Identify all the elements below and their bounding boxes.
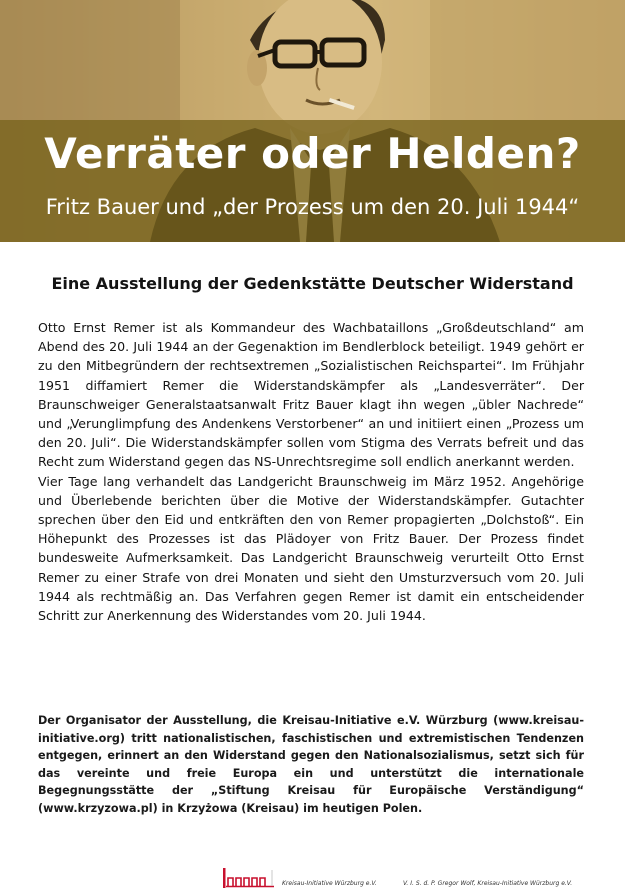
organizer-paragraph: Der Organisator der Ausstellung, die Kreisau-Initiative e.V. Würzburg (www.kreisau-initiative.org) tritt nationalistischen, faschistischen und extremistischen Tendenzen entgegen, erinnert an den Widerstand gegen den Nationalsozialismus, setzt sich für das vereinte und freie Europa ein und unterstützt die internationale Begegnungsstätte der „Stiftung Kreisau für Europäische Verständigung“ (www.krzyzowa.pl) in Krzyżowa (Kreisau) im heutigen Polen. (38, 714, 584, 815)
footer (0, 862, 625, 891)
exhibition-heading: Eine Ausstellung der Gedenkstätte Deutscher Widerstand (51, 274, 574, 293)
kreisau-logo-icon (222, 866, 276, 890)
footer-visdp: V. I. S. d. P. Gregor Wolf, Kreisau-Initiative Würzburg e.V. (403, 880, 573, 887)
page-subtitle: Fritz Bauer und „der Prozess um den 20. Juli 1944“ (45, 195, 580, 219)
body-paragraph-2: Vier Tage lang verhandelt das Landgericht Braunschweig im März 1952. Angehörige und Überlebende berichten über die Motive der Widerstandskämpfer. Gutachter sprechen über den Eid und entkräften den von Remer propagierten „Dolchstoß“. Ein Höhepunkt des Prozesses ist das Plädoyer von Fritz Bauer. Der Prozess findet bundesweite Aufmerksamkeit. Das Landgericht Braunschweig verurteilt Otto Ernst Remer zu einer Strafe von drei Monaten und sieht den Umsturzversuch vom 20. Juli 1944 als rechtmäßig an. Das Verfahren gegen Remer ist damit ein entscheidender Schritt zur Anerkennung des Widerstandes vom 20. Juli 1944. (38, 473, 584, 624)
body-paragraph-1: Otto Ernst Remer ist als Kommandeur des Wachbataillons „Großdeutschland“ am Abend des 20. Juli 1944 an der Gegenaktion im Bendlerblock beteiligt. 1949 gehört er zu den Mitbegründern der rechtsextremen „Sozialistischen Reichspartei“. Im Frühjahr 1951 diffamiert Remer die Widerstandskämpfer als „Landesverräter“. Der Braunschweiger Generalstaatsanwalt Fritz Bauer klagt ihn wegen „übler Nachrede“ und „Verunglimpfung des Andenkens Verstorbener“ an und initiiert einen „Prozess um den 20. Juli“. Die Widerstandskämpfer sollen vom Stigma des Verrats befreit und das Recht zum Widerstand gegen das NS-Unrechtsregime soll endlich anerkannt werden. (38, 320, 584, 470)
footer-organization: Kreisau-Initiative Würzburg e.V. (282, 880, 377, 887)
body-text (38, 318, 584, 625)
page-title: Verräter oder Helden? (44, 129, 581, 178)
